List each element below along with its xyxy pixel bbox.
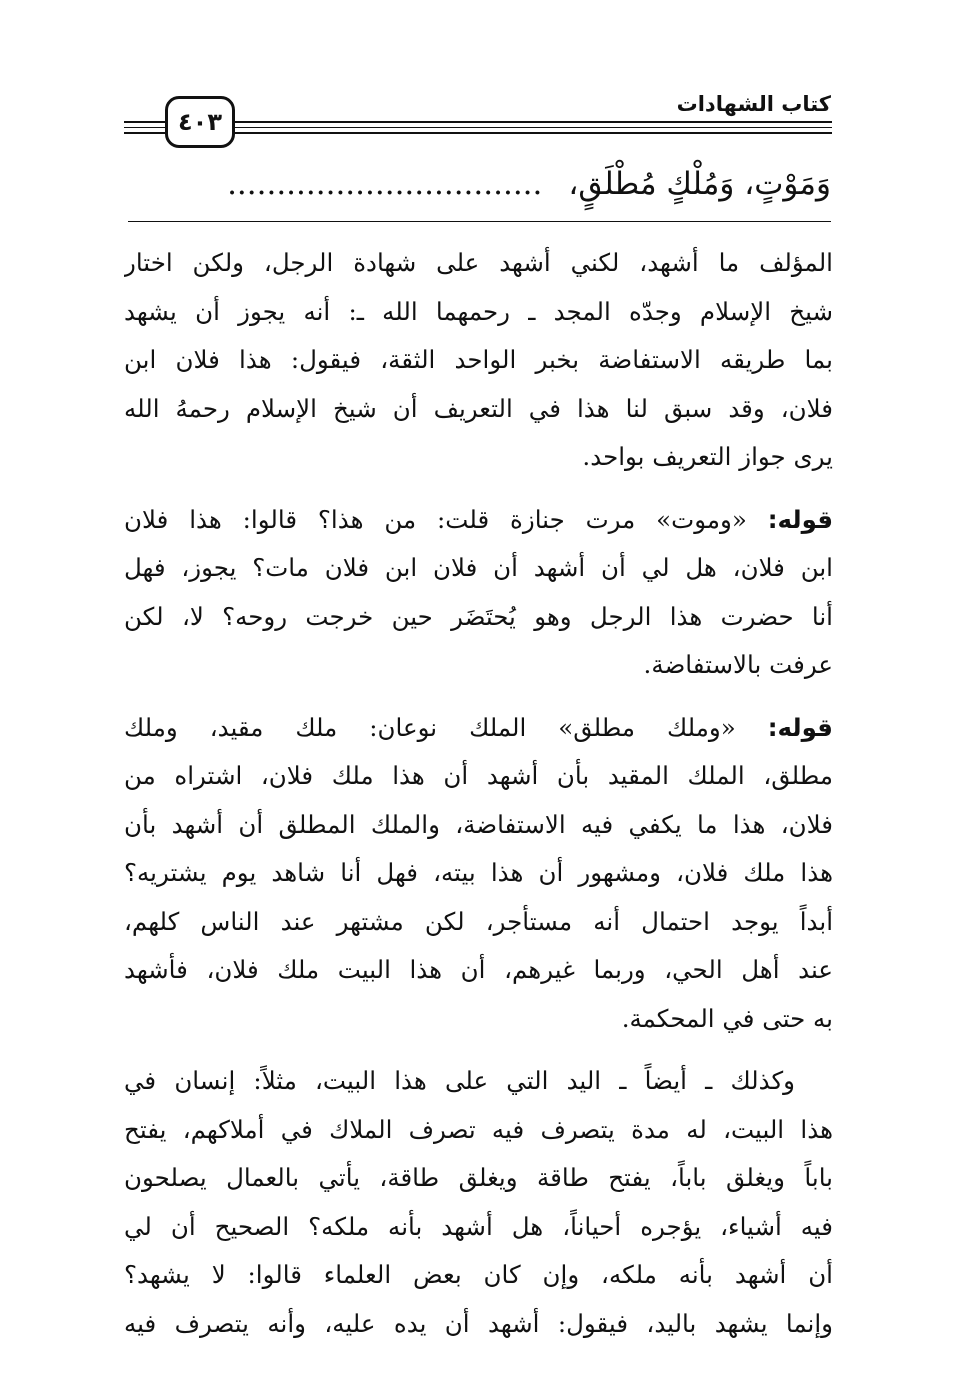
text-line: باباً ويغلق باباً، يفتح طاقة ويغلق طاقة، يأتي بالعمال يصلحون [124, 1163, 833, 1192]
text-line: هذا ملك فلان، ومشهور أن هذا بيته، فهل أنا شاهد يوم يشتريه؟ [124, 858, 833, 887]
header-rule-left-mid [124, 127, 166, 128]
text-line: مطلق، الملك المقيد بأن أشهد أن هذا ملك فلان، اشتراه من [124, 761, 833, 790]
paragraph-4 [124, 1057, 833, 1348]
matn-text: وَمَوْتٍ، وَمُلْكٍ مُطْلَقٍ، [568, 166, 831, 202]
text-line: به حتى في المحكمة. [621, 1003, 833, 1033]
text-line: فلان، وقد سبق لنا هذا في التعريف أن شيخ الإسلام رحمهُ الله [124, 393, 833, 423]
matn-separator [128, 221, 831, 222]
text-line: أن أشهد بأنه ملكه، وإن كان بعض العلماء قالوا: لا يشهد؟ [124, 1260, 833, 1289]
text-line: ابن فلان، هل لي أن أشهد أن فلان ابن فلان مات؟ يجوز، فهل [124, 553, 833, 582]
text-line: عند أهل الحي، وربما غيرهم، أن هذا البيت ملك فلان، فأشهد [124, 955, 833, 984]
lead-line-text: «وملك مطلق» الملك نوعان: ملك مقيد، وملك [124, 712, 736, 742]
paragraph-2 [124, 496, 833, 690]
text-line: وإنما يشهد باليد، فيقول: أشهد أن يده عليه، وأنه يتصرف فيه [124, 1308, 833, 1338]
text-line: المؤلف ما أشهد، لكني أشهد على شهادة الرجل، ولكن اختار [124, 248, 833, 277]
text-line: بما طريقه الاستفاضة بخبر الواحد الثقة، فيقول: هذا فلان ابن [124, 345, 833, 374]
header-rule-right-mid [232, 127, 832, 128]
paragraph-1 [124, 239, 833, 482]
page-number-frame [165, 96, 235, 148]
text-line: أبداً يوجد احتمال أنه مستأجر، لكن مشتهر عند الناس كلهم، [124, 906, 833, 936]
header-rule-right-top [232, 121, 832, 123]
text-line [124, 704, 833, 753]
text-line: أنا حضرت هذا الرجل وهو يُحتَضَر حين خرجت روحه؟ لا، لكن [124, 601, 833, 631]
lead-keyword: قوله: [767, 712, 833, 742]
text-line: هذا البيت، له مدة يتصرف فيه تصرف الملاك في أملاكهم، يفتح [124, 1114, 833, 1144]
text-line: فلان، هذا ما يكفي فيه الاستفاضة، والملك المطلق أن أشهد بأن [124, 809, 833, 839]
text-line: فيه أشياء، يؤجره أحياناً، هل أشهد بأنه ملكه؟ الصحيح أن لي [124, 1211, 833, 1241]
commentary-body [124, 239, 833, 1348]
header-rule-left-top [124, 121, 166, 123]
text-line: شيخ الإسلام وجدّه المجد ـ رحمهما الله ـ: أنه يجوز أن يشهد [124, 296, 833, 326]
running-title: كتاب الشهادات [676, 92, 831, 116]
header-rule-right-bottom [232, 132, 832, 134]
matn-line [227, 162, 831, 206]
paragraph-3 [124, 704, 833, 1044]
text-line: عرفت بالاستفاضة. [643, 650, 833, 679]
page-number: ٤٠٣ [178, 108, 222, 136]
text-line: يرى جواز التعريف بواحد. [582, 442, 833, 471]
lead-line-text: «وموت» مرت جنازة قلت: من هذا؟ قالوا: هذا فلان [124, 504, 747, 534]
header-rule-left-bottom [124, 132, 166, 134]
text-line [124, 496, 833, 545]
text-line: وكذلك ـ أيضاً ـ اليد التي على هذا البيت، مثلاً: إنسان في [124, 1066, 795, 1095]
lead-keyword: قوله: [767, 504, 833, 534]
matn-ellipsis: ................................ [227, 166, 543, 202]
